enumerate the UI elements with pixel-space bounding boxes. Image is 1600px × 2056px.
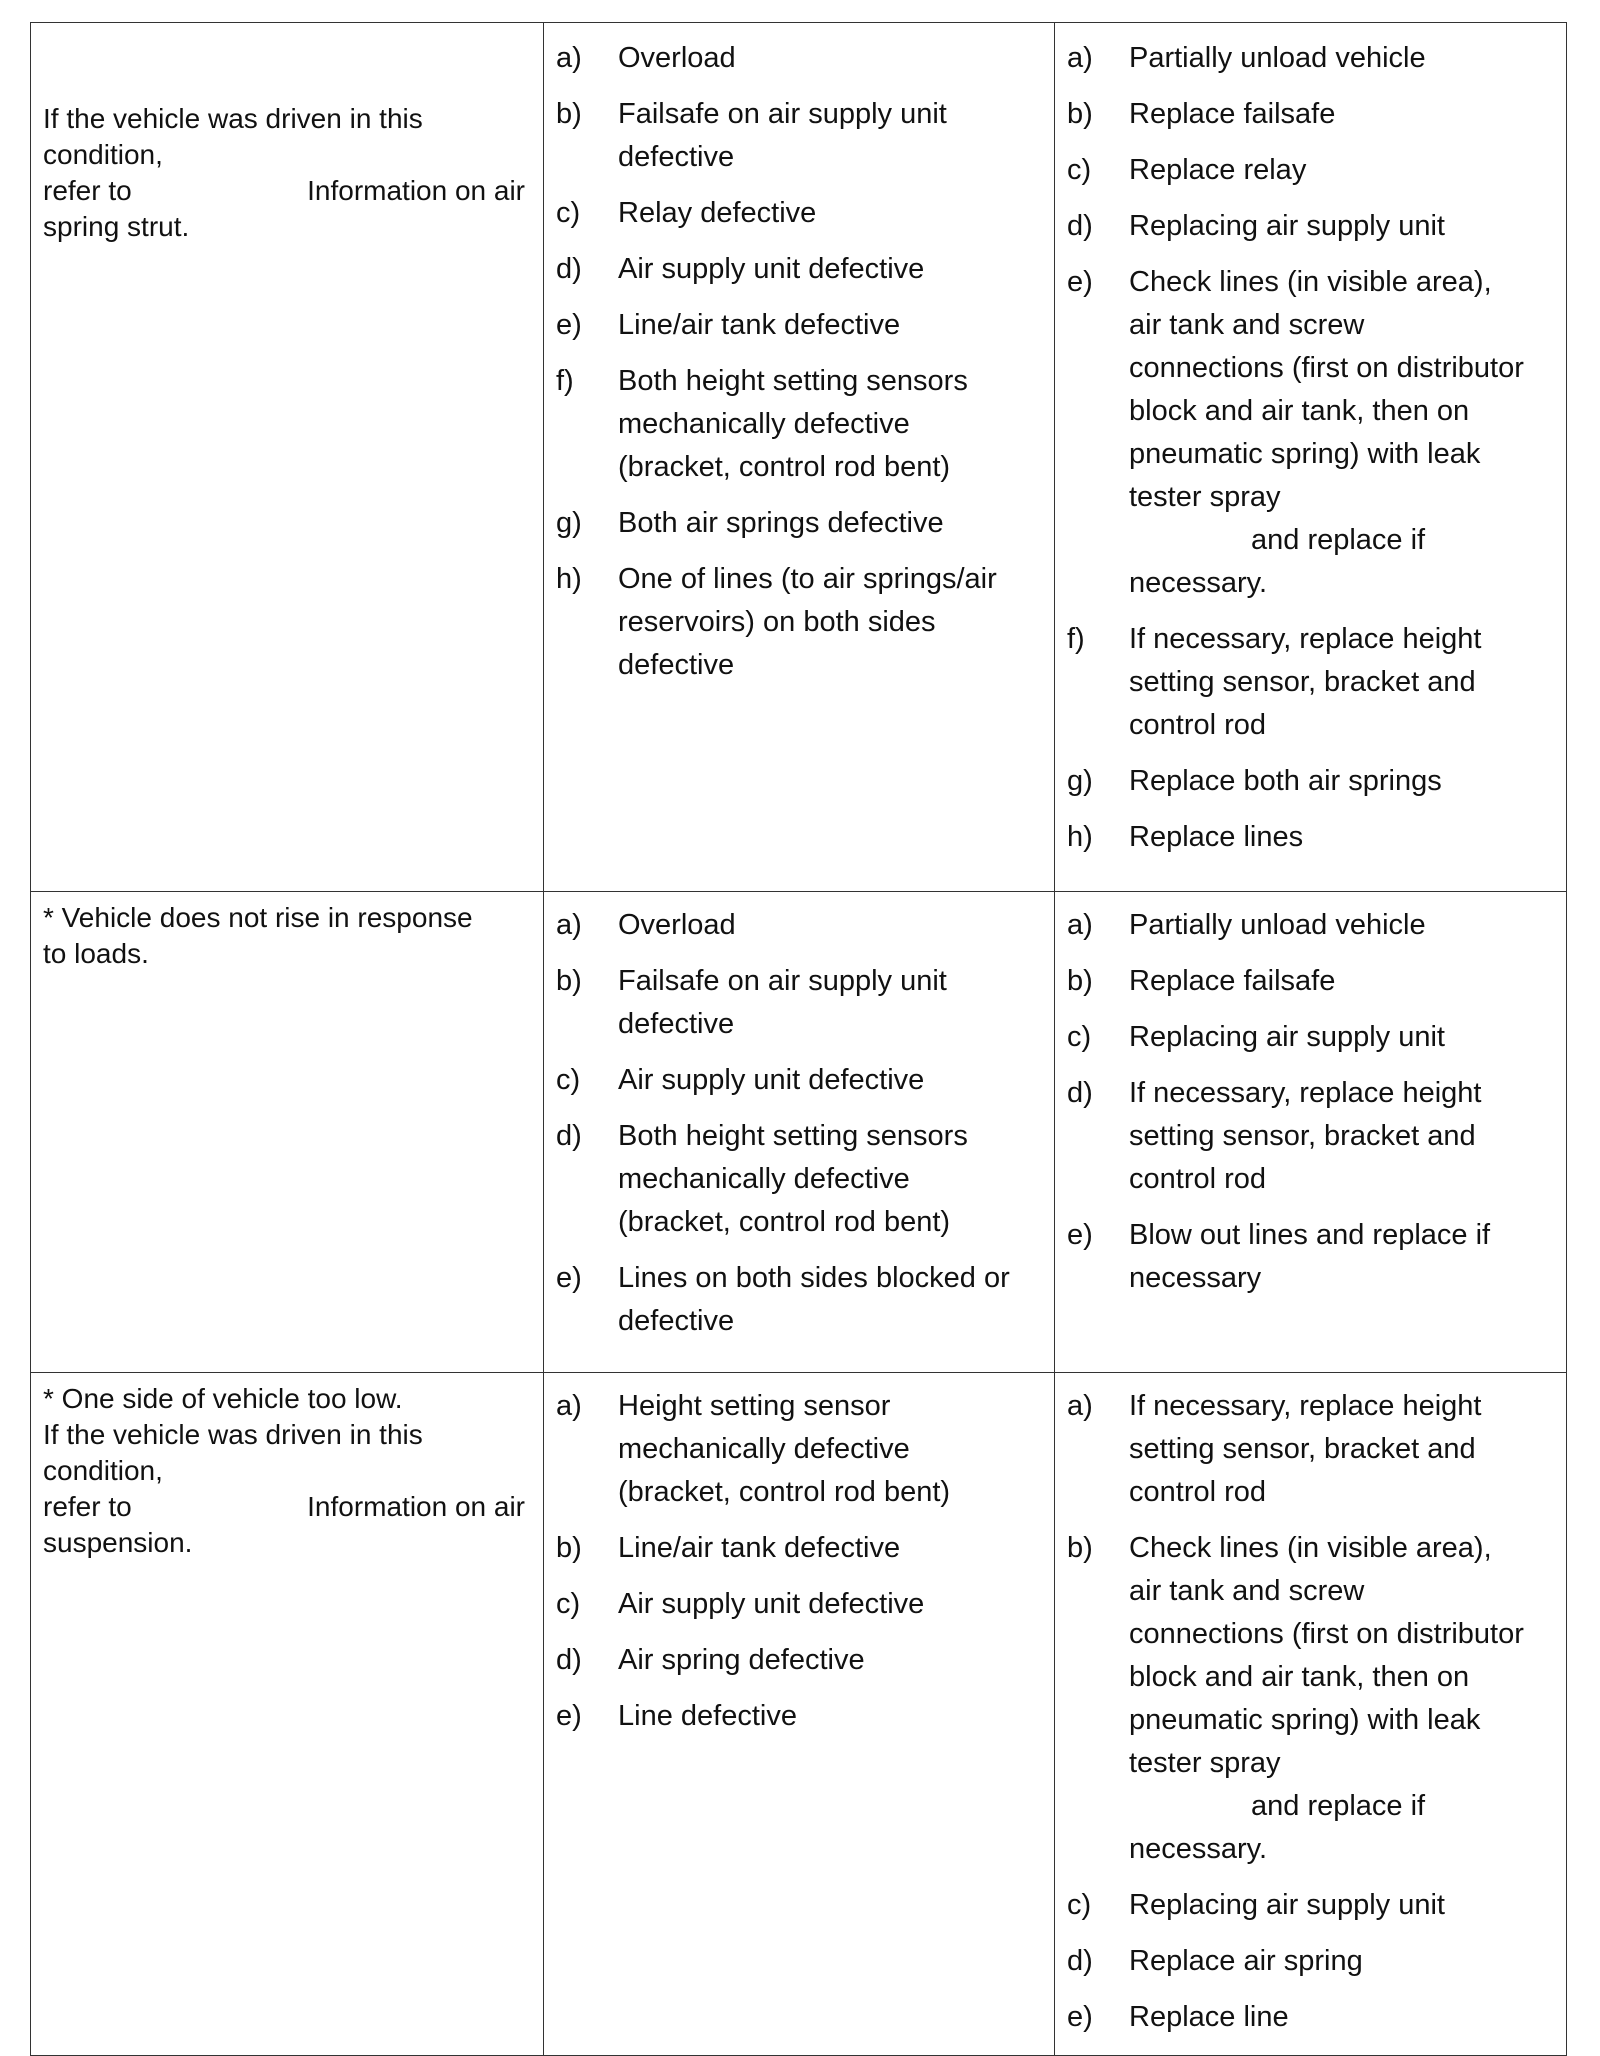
item-text: setting sensor, bracket and bbox=[1129, 1433, 1476, 1465]
condition-text: If the vehicle was driven in this bbox=[43, 1419, 423, 1450]
item-marker: b) bbox=[1067, 98, 1093, 130]
item-marker: a) bbox=[556, 42, 582, 74]
refer-to-text: refer to bbox=[43, 175, 132, 206]
item-text: Check lines (in visible area), bbox=[1129, 266, 1492, 298]
item-text: Line/air tank defective bbox=[618, 1532, 901, 1564]
condition-text: condition, bbox=[43, 139, 163, 170]
item-text: Replacing air supply unit bbox=[1129, 1889, 1445, 1921]
list-item bbox=[556, 248, 1044, 291]
item-text: Both air springs defective bbox=[618, 507, 944, 539]
item-marker: d) bbox=[1067, 1945, 1093, 1977]
list-item bbox=[556, 502, 1044, 545]
condition-text: to loads. bbox=[43, 938, 149, 969]
list-item bbox=[1067, 205, 1556, 248]
list-item bbox=[1067, 37, 1556, 80]
possible-cause-cell bbox=[544, 23, 1055, 892]
item-text: If necessary, replace height bbox=[1129, 1077, 1482, 1109]
item-marker: e) bbox=[1067, 1219, 1093, 1251]
item-text: If necessary, replace height bbox=[1129, 623, 1482, 655]
item-text: Line defective bbox=[618, 1700, 797, 1732]
item-text: connections (first on distributor bbox=[1129, 1618, 1524, 1650]
remedy-cell bbox=[1055, 1373, 1567, 2056]
remedy-cell bbox=[1055, 892, 1567, 1373]
item-marker: c) bbox=[556, 1588, 581, 1620]
item-text: Lines on both sides blocked or bbox=[618, 1262, 1010, 1294]
item-text: block and air tank, then on bbox=[1129, 1661, 1470, 1693]
possible-cause-cell bbox=[544, 892, 1055, 1373]
item-marker: h) bbox=[1067, 821, 1093, 853]
item-text: and replace if bbox=[1251, 524, 1426, 556]
item-text: Overload bbox=[618, 42, 736, 74]
item-marker: d) bbox=[556, 1120, 582, 1152]
item-text: Replacing air supply unit bbox=[1129, 1021, 1445, 1053]
item-marker: a) bbox=[1067, 1390, 1093, 1422]
item-text: Replace line bbox=[1129, 2001, 1289, 2033]
reference-link[interactable]: Information on air bbox=[307, 1491, 525, 1522]
table-row bbox=[31, 1373, 1567, 2056]
item-text: Check lines (in visible area), bbox=[1129, 1532, 1492, 1564]
item-marker: c) bbox=[1067, 1021, 1092, 1053]
item-marker: d) bbox=[556, 253, 582, 285]
condition-cell bbox=[31, 23, 544, 892]
item-text: control rod bbox=[1129, 1163, 1267, 1195]
list-item bbox=[556, 192, 1044, 235]
possible-cause-cell bbox=[544, 1373, 1055, 2056]
list-item bbox=[556, 1639, 1044, 1682]
item-marker: g) bbox=[556, 507, 582, 539]
item-text: and replace if bbox=[1251, 1790, 1426, 1822]
item-text: Replace relay bbox=[1129, 154, 1307, 186]
item-text: Replacing air supply unit bbox=[1129, 210, 1445, 242]
item-text: control rod bbox=[1129, 709, 1267, 741]
item-marker: h) bbox=[556, 563, 582, 595]
item-marker: c) bbox=[1067, 154, 1092, 186]
condition-text: suspension. bbox=[43, 1527, 193, 1558]
item-marker: f) bbox=[1067, 623, 1085, 655]
reference-link[interactable]: Information on air bbox=[307, 175, 525, 206]
item-text: necessary bbox=[1129, 1262, 1262, 1294]
list-item bbox=[556, 1115, 1044, 1244]
remedy-cell bbox=[1055, 23, 1567, 892]
list-item bbox=[1067, 1884, 1556, 1927]
item-marker: c) bbox=[1067, 1889, 1092, 1921]
condition-cell bbox=[31, 892, 544, 1373]
list-item bbox=[1067, 1385, 1556, 1514]
item-text: Replace failsafe bbox=[1129, 98, 1336, 130]
item-text: Blow out lines and replace if bbox=[1129, 1219, 1491, 1251]
item-marker: d) bbox=[556, 1644, 582, 1676]
item-marker: e) bbox=[556, 309, 582, 341]
item-text: block and air tank, then on bbox=[1129, 395, 1470, 427]
item-text: mechanically defective bbox=[618, 1163, 910, 1195]
condition-text: condition, bbox=[43, 1455, 163, 1486]
item-text: necessary. bbox=[1129, 567, 1268, 599]
list-item bbox=[556, 37, 1044, 80]
list-item bbox=[1067, 1214, 1556, 1300]
item-text: necessary. bbox=[1129, 1833, 1268, 1865]
item-marker: f) bbox=[556, 365, 574, 397]
item-text: Overload bbox=[618, 909, 736, 941]
list-item bbox=[556, 1059, 1044, 1102]
list-item bbox=[1067, 1996, 1556, 2039]
list-item bbox=[556, 1695, 1044, 1738]
item-marker: b) bbox=[556, 965, 582, 997]
item-text: Both height setting sensors bbox=[618, 1120, 968, 1152]
list-item bbox=[1067, 1940, 1556, 1983]
item-text: defective bbox=[618, 141, 735, 173]
item-text: Air supply unit defective bbox=[618, 253, 925, 285]
item-text: setting sensor, bracket and bbox=[1129, 1120, 1476, 1152]
list-item bbox=[1067, 149, 1556, 192]
list-item bbox=[556, 1527, 1044, 1570]
item-text: reservoirs) on both sides bbox=[618, 606, 936, 638]
item-text: Failsafe on air supply unit bbox=[618, 965, 947, 997]
item-marker: b) bbox=[556, 98, 582, 130]
table-row bbox=[31, 23, 1567, 892]
list-item bbox=[1067, 261, 1556, 605]
item-marker: e) bbox=[1067, 2001, 1093, 2033]
item-text: If necessary, replace height bbox=[1129, 1390, 1482, 1422]
item-marker: d) bbox=[1067, 1077, 1093, 1109]
item-marker: e) bbox=[1067, 266, 1093, 298]
item-marker: a) bbox=[556, 909, 582, 941]
list-item bbox=[556, 304, 1044, 347]
list-item bbox=[1067, 760, 1556, 803]
item-marker: g) bbox=[1067, 765, 1093, 797]
item-text: Replace lines bbox=[1129, 821, 1304, 853]
list-item bbox=[1067, 93, 1556, 136]
item-text: Failsafe on air supply unit bbox=[618, 98, 947, 130]
refer-line bbox=[43, 1489, 525, 1525]
item-marker: b) bbox=[1067, 1532, 1093, 1564]
item-text: pneumatic spring) with leak bbox=[1129, 438, 1481, 470]
item-text: tester spray bbox=[1129, 1747, 1281, 1779]
item-text: Height setting sensor bbox=[618, 1390, 891, 1422]
item-text: Replace air spring bbox=[1129, 1945, 1363, 1977]
item-text: Replace both air springs bbox=[1129, 765, 1442, 797]
list-item bbox=[556, 960, 1044, 1046]
list-item bbox=[1067, 960, 1556, 1003]
item-text: mechanically defective bbox=[618, 408, 910, 440]
item-text: defective bbox=[618, 1008, 735, 1040]
list-item bbox=[1067, 1527, 1556, 1871]
list-item bbox=[1067, 816, 1556, 859]
item-marker: c) bbox=[556, 1064, 581, 1096]
item-text: Air spring defective bbox=[618, 1644, 865, 1676]
list-item bbox=[556, 1385, 1044, 1514]
item-text: air tank and screw bbox=[1129, 1575, 1365, 1607]
list-item bbox=[556, 558, 1044, 687]
item-text: pneumatic spring) with leak bbox=[1129, 1704, 1481, 1736]
item-marker: e) bbox=[556, 1700, 582, 1732]
condition-text: spring strut. bbox=[43, 211, 190, 242]
item-text: Replace failsafe bbox=[1129, 965, 1336, 997]
list-item bbox=[1067, 1016, 1556, 1059]
item-text: (bracket, control rod bent) bbox=[618, 1206, 951, 1238]
item-text: Both height setting sensors bbox=[618, 365, 968, 397]
condition-text: * Vehicle does not rise in response bbox=[43, 902, 473, 933]
item-text: Partially unload vehicle bbox=[1129, 909, 1426, 941]
item-marker: a) bbox=[1067, 42, 1093, 74]
item-text: defective bbox=[618, 1305, 735, 1337]
item-text: connections (first on distributor bbox=[1129, 352, 1524, 384]
item-marker: d) bbox=[1067, 210, 1093, 242]
item-marker: a) bbox=[556, 1390, 582, 1422]
item-marker: a) bbox=[1067, 909, 1093, 941]
table-row bbox=[31, 892, 1567, 1373]
item-marker: e) bbox=[556, 1262, 582, 1294]
refer-line bbox=[43, 173, 525, 209]
item-text: Air supply unit defective bbox=[618, 1064, 925, 1096]
condition-cell bbox=[31, 1373, 544, 2056]
item-text: Air supply unit defective bbox=[618, 1588, 925, 1620]
condition-text: * One side of vehicle too low. bbox=[43, 1383, 403, 1414]
item-marker: b) bbox=[556, 1532, 582, 1564]
list-item bbox=[556, 904, 1044, 947]
refer-to-text: refer to bbox=[43, 1491, 132, 1522]
diagnosis-table bbox=[30, 22, 1567, 2056]
item-text: setting sensor, bracket and bbox=[1129, 666, 1476, 698]
list-item bbox=[1067, 1072, 1556, 1201]
item-text: One of lines (to air springs/air bbox=[618, 563, 997, 595]
list-item bbox=[556, 360, 1044, 489]
item-text: tester spray bbox=[1129, 481, 1281, 513]
item-text: defective bbox=[618, 649, 735, 681]
item-text: Partially unload vehicle bbox=[1129, 42, 1426, 74]
item-text: mechanically defective bbox=[618, 1433, 910, 1465]
list-item bbox=[556, 1583, 1044, 1626]
item-marker: b) bbox=[1067, 965, 1093, 997]
item-text: (bracket, control rod bent) bbox=[618, 451, 951, 483]
item-marker: c) bbox=[556, 197, 581, 229]
list-item bbox=[1067, 904, 1556, 947]
condition-text: If the vehicle was driven in this bbox=[43, 103, 423, 134]
list-item bbox=[556, 1257, 1044, 1343]
list-item bbox=[556, 93, 1044, 179]
item-text: (bracket, control rod bent) bbox=[618, 1476, 951, 1508]
item-text: control rod bbox=[1129, 1476, 1267, 1508]
item-text: air tank and screw bbox=[1129, 309, 1365, 341]
item-text: Line/air tank defective bbox=[618, 309, 901, 341]
item-text: Relay defective bbox=[618, 197, 817, 229]
list-item bbox=[1067, 618, 1556, 747]
